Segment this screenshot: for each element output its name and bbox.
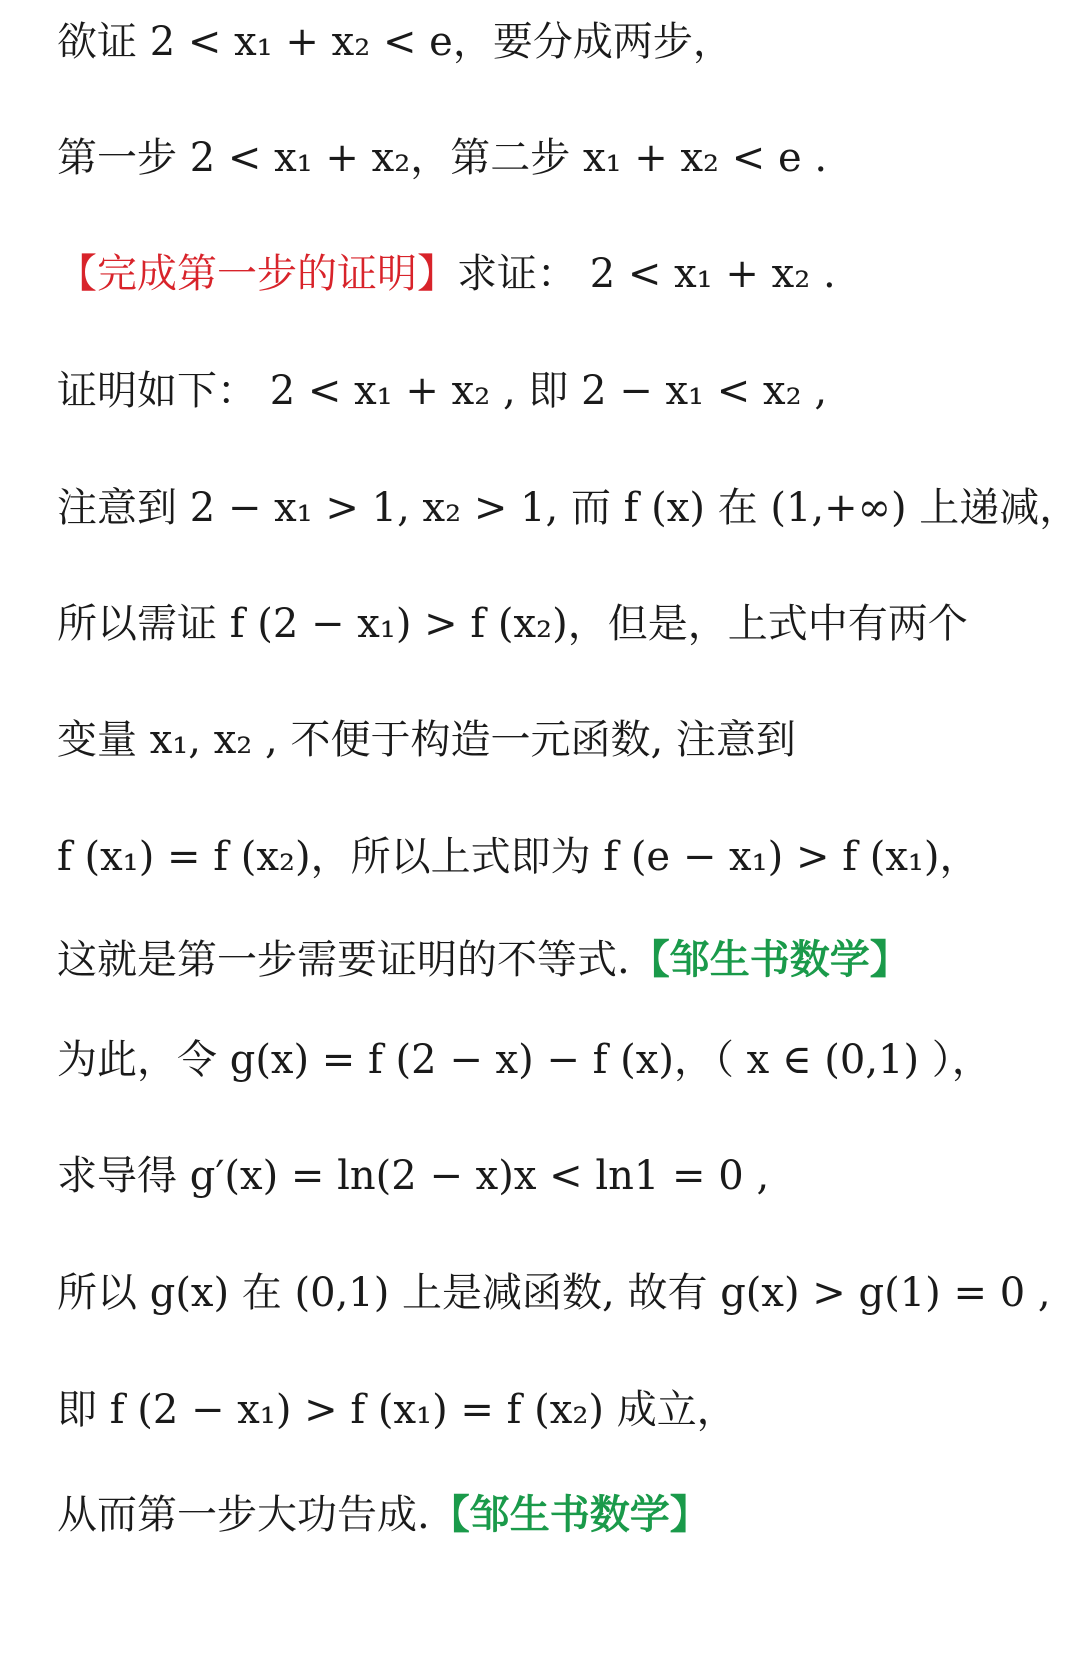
text-line-13 (57, 1382, 737, 1438)
line-text: 所以 g(x) 在 (0,1) 上是减函数, 故有 g(x) > g(1) = 0 , (57, 1270, 1051, 1316)
line-text: 所以需证 f (2 − x₁) > f (x₂)，但是，上式中有两个 (57, 601, 968, 647)
line-text: 求证： 2 < x₁ + x₂ . (457, 251, 836, 297)
watermark-label: 【邹生书数学】 (629, 936, 910, 983)
text-line-14 (57, 1487, 710, 1543)
text-line-1 (57, 14, 733, 70)
line-text: 变量 x₁, x₂ , 不便于构造一元函数, 注意到 (57, 717, 796, 763)
line-text: 证明如下： 2 < x₁ + x₂ , 即 2 − x₁ < x₂ , (57, 368, 828, 414)
line-text: 这就是第一步需要证明的不等式. (57, 937, 630, 983)
text-line-6 (57, 596, 968, 652)
line-text: 欲证 2 < x₁ + x₂ < e，要分成两步， (57, 19, 733, 65)
line-text: 从而第一步大功告成. (57, 1492, 430, 1538)
text-line-10 (57, 1032, 992, 1088)
text-line-7 (57, 712, 796, 768)
watermark-label: 【邹生书数学】 (429, 1491, 710, 1538)
line-text: 第一步 2 < x₁ + x₂，第二步 x₁ + x₂ < e . (57, 135, 828, 181)
text-line-12 (57, 1265, 1051, 1321)
line-text: 求导得 g′(x) = ln(2 − x)x < ln1 = 0 , (57, 1153, 770, 1199)
line-text: 即 f (2 − x₁) > f (x₁) = f (x₂) 成立， (57, 1387, 737, 1433)
line-text: 为此，令 g(x) = f (2 − x) − f (x)，（ x ∈ (0,1) ）， (57, 1037, 992, 1083)
text-line-8 (57, 829, 980, 885)
text-line-5 (57, 480, 1079, 536)
text-line-3 (57, 246, 836, 302)
text-line-4 (57, 363, 827, 419)
line-text: 注意到 2 − x₁ > 1, x₂ > 1, 而 f (x) 在 (1,+∞) 上递减， (57, 485, 1080, 531)
section-heading: 【完成第一步的证明】 (57, 251, 457, 297)
line-text: f (x₁) = f (x₂)，所以上式即为 f (e − x₁) > f (x₁)， (57, 834, 980, 880)
text-line-2 (57, 130, 827, 186)
text-line-9 (57, 932, 910, 988)
text-line-11 (57, 1148, 769, 1204)
